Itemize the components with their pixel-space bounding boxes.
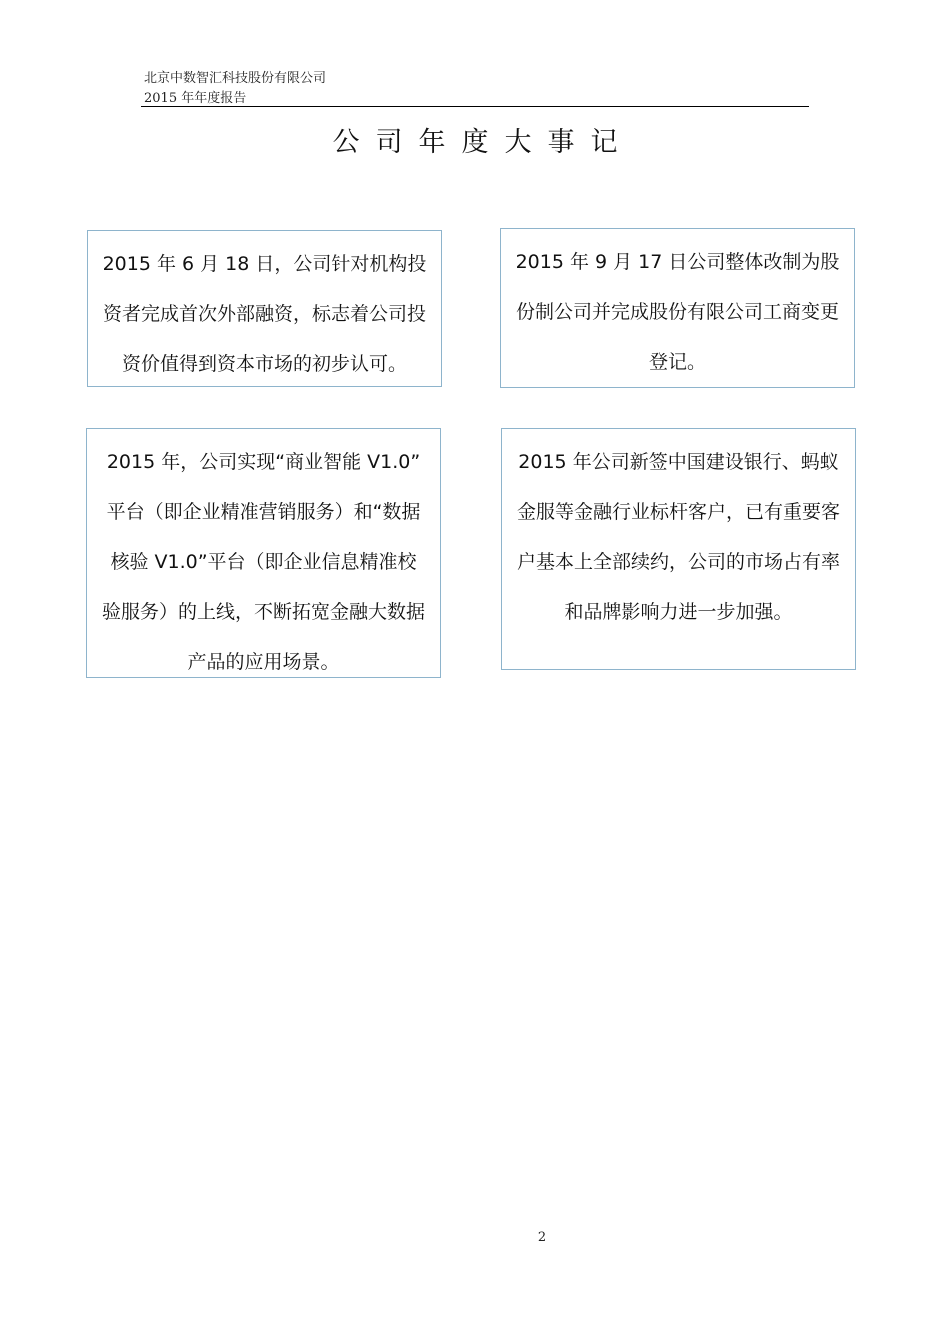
event-box-new-clients bbox=[501, 428, 856, 670]
event-text-line: 2015 年 9 月 17 日公司整体改制为股 bbox=[515, 251, 840, 273]
event-text-line: 验服务）的上线，不断拓宽金融大数据 bbox=[101, 601, 425, 623]
event-text-line: 2015 年 6 月 18 日，公司针对机构投 bbox=[102, 253, 427, 275]
page-title: 公司年度大事记 bbox=[332, 127, 634, 158]
header-divider bbox=[141, 106, 809, 107]
event-text-line: 核验 V1.0”平台（即企业信息精准校 bbox=[110, 551, 417, 573]
event-text-line: 2015 年，公司实现“商业智能 V1.0” bbox=[106, 451, 421, 473]
event-text-line: 平台（即企业精准营销服务）和“数据 bbox=[106, 501, 421, 523]
event-box-restructuring bbox=[500, 228, 855, 388]
event-text-line: 户基本上全部续约，公司的市场占有率 bbox=[516, 551, 840, 573]
event-text-line: 登记。 bbox=[648, 351, 706, 373]
event-text-line: 和品牌影响力进一步加强。 bbox=[564, 601, 793, 623]
event-text-line: 资者完成首次外部融资，标志着公司投 bbox=[102, 303, 426, 325]
page-number: 2 bbox=[537, 1230, 547, 1245]
event-text-line: 金服等金融行业标杆客户，已有重要客 bbox=[516, 501, 840, 523]
header-report-name: 2015 年年度报告 bbox=[144, 91, 247, 106]
header-company-name: 北京中数智汇科技股份有限公司 bbox=[144, 71, 327, 86]
event-text-line: 产品的应用场景。 bbox=[187, 651, 340, 673]
event-text-line: 资价值得到资本市场的初步认可。 bbox=[121, 353, 407, 375]
event-box-platform-launch bbox=[86, 428, 441, 678]
event-text-line: 2015 年公司新签中国建设银行、蚂蚁 bbox=[518, 451, 839, 473]
event-box-financing bbox=[87, 230, 442, 387]
event-text-line: 份制公司并完成股份有限公司工商变更 bbox=[515, 301, 839, 323]
